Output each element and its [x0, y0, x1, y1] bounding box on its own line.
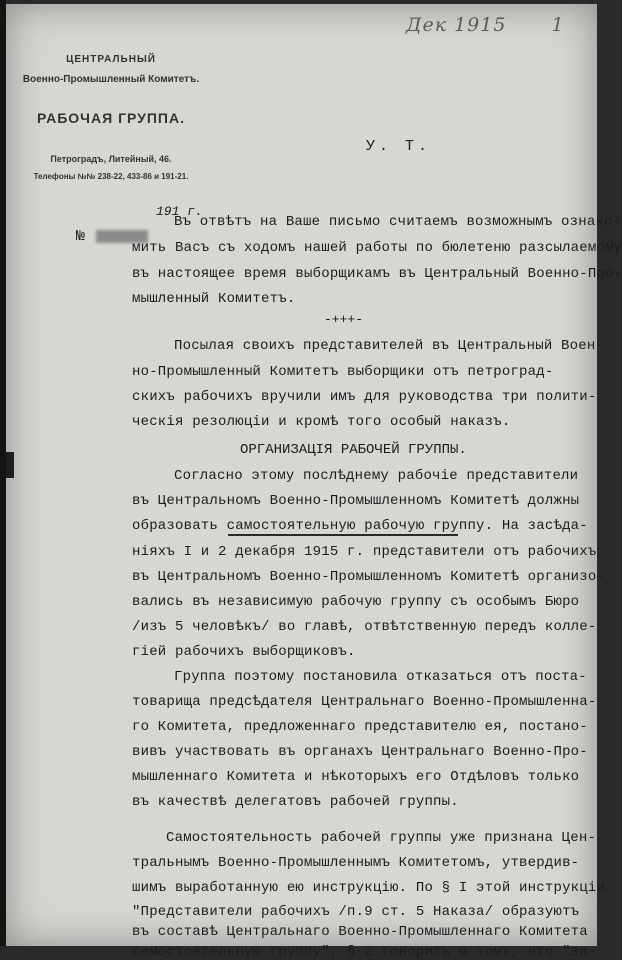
number-label: № — [76, 228, 86, 245]
body-line: Самостоятельность рабочей группы уже признана Цен- — [166, 830, 597, 846]
body-line: Посылая своихъ представителей въ Центральный Воен- — [174, 338, 605, 354]
header-initials: У. Т. — [366, 138, 432, 155]
body-line: ніяхъ I и 2 декабря 1915 г. представители отъ рабочихъ — [132, 544, 597, 560]
body-line: въ настоящее время выборщикамъ въ Центральный Военно-Про- — [132, 266, 622, 282]
margin-mark — [6, 452, 14, 478]
body-line: Въ отвѣтъ на Ваше письмо считаемъ возможнымъ ознако- — [174, 214, 622, 230]
body-line: шимъ выработанную ею инструкцію. По § I этой инструкціи — [132, 880, 606, 896]
body-line: товарища предсѣдателя Центральнаго Военно-Промышленна- — [132, 694, 597, 710]
letterhead-line1: ЦЕНТРАЛЬНЫЙ — [66, 54, 156, 65]
body-line: Группа поэтому постановила отказаться отъ поста- — [174, 669, 587, 685]
handwritten-date: Дек 1915 — [406, 14, 507, 36]
underline-mark — [228, 534, 458, 536]
body-line: мышленный Комитетъ. — [132, 291, 296, 307]
document-page — [6, 4, 622, 960]
body-line: ческія резолюціи и кромѣ того особый наказъ. — [132, 414, 511, 430]
body-line: "Представители рабочихъ /п.9 ст. 5 Наказа/ образуютъ — [132, 904, 580, 920]
letterhead-group-title: РАБОЧАЯ ГРУППА. — [37, 110, 185, 126]
body-line: но-Промышленный Комитетъ выборщики отъ петроград- — [132, 364, 554, 380]
body-line: го Комитета, предложеннаго представителю ея, постано- — [132, 719, 588, 735]
letterhead-line2: Военно-Промышленный Комитетъ. — [22, 74, 200, 85]
body-line: скихъ рабочихъ вручили имъ для руководства три полити- — [132, 389, 597, 405]
section-heading: ОРГАНИЗАЦІЯ РАБОЧЕЙ ГРУППЫ. — [240, 442, 467, 458]
handwritten-page-number: 1 — [551, 14, 565, 36]
body-line: самостоятельную группу", § 2 говоритъ о томъ, что "за- — [132, 944, 597, 960]
body-line: /изъ 5 человѣкъ/ во главѣ, отвѣтственную передъ колле- — [132, 619, 597, 635]
handwritten-note — [406, 14, 565, 36]
letterhead-phones: Телефоны №№ 238-22, 433-86 и 191-21. — [33, 172, 189, 181]
body-line: Согласно этому послѣднему рабочіе представители — [174, 468, 579, 484]
body-line: образовать самостоятельную рабочую группу. На засѣда- — [132, 518, 588, 534]
body-line: въ Центральномъ Военно-Промышленномъ Комитетѣ организо- — [132, 569, 606, 585]
section-separator: -+++- — [324, 312, 364, 327]
body-line: вались въ независимую рабочую группу съ особымъ Бюро — [132, 594, 580, 610]
body-line: въ качествѣ делегатовъ рабочей группы. — [132, 794, 459, 810]
body-line: вивъ участвовать въ органахъ Центральнаго Военно-Про- — [132, 744, 588, 760]
body-line: гіей рабочихъ выборщиковъ. — [132, 644, 356, 660]
date-line: 191 г. — [156, 204, 203, 219]
body-line: мышленнаго Комитета и нѣкоторыхъ его Отдѣловъ только — [132, 769, 580, 785]
letterhead-address: Петроградъ, Литейный, 46. — [50, 154, 172, 164]
body-line: въ Центральномъ Военно-Промышленномъ Комитетѣ должны — [132, 493, 580, 509]
body-line: тральнымъ Военно-Промышленнымъ Комитетомъ, утвердив- — [132, 855, 580, 871]
body-line: въ составѣ Центральнаго Военно-Промышленнаго Комитета — [132, 924, 588, 940]
body-line: мить Васъ съ ходомъ нашей работы по бюлетеню разсылаемому — [132, 240, 622, 256]
